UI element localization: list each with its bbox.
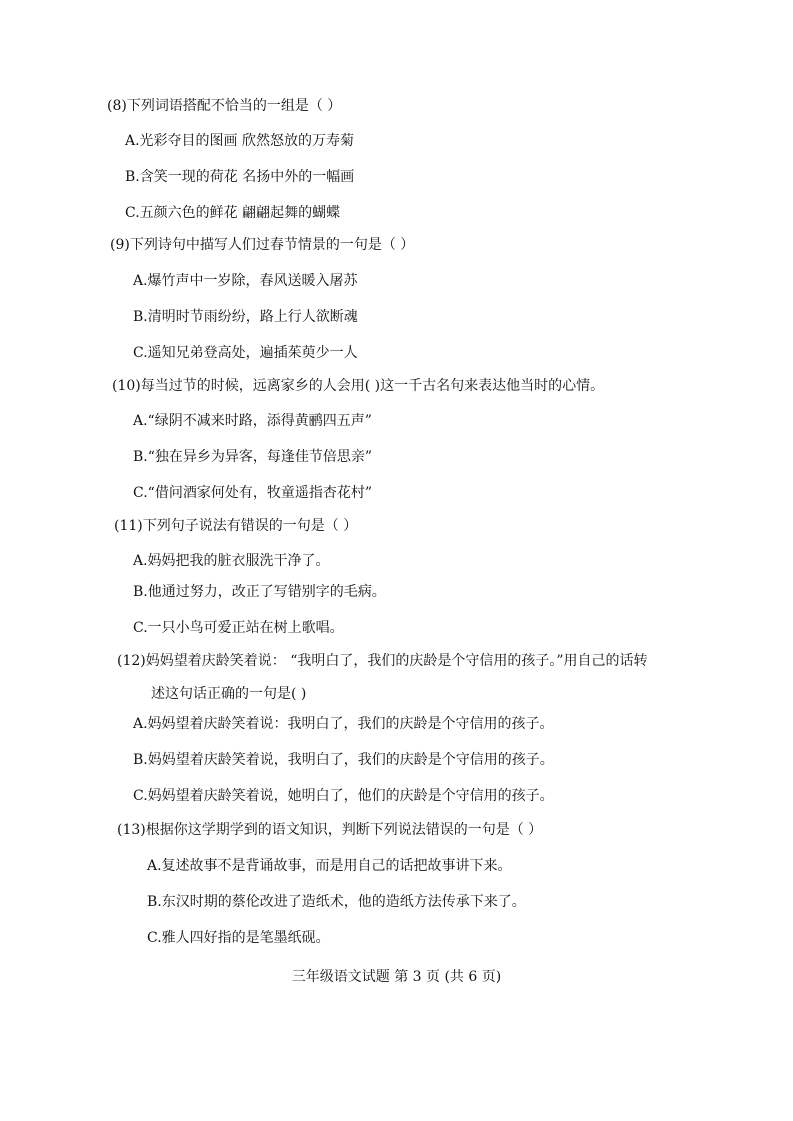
question-13-option-a: A.复述故事不是背诵故事，而是用自己的话把故事讲下来。 — [147, 858, 512, 874]
question-8-stem: (8)下列词语搭配不恰当的一组是（ ） — [107, 98, 342, 114]
question-13-stem: (13)根据你这学期学到的语文知识，判断下列说法错误的一句是（ ） — [117, 822, 543, 838]
question-10-option-c: C.“借问酒家何处有，牧童遥指杏花村” — [133, 485, 372, 501]
question-12-option-c: C.妈妈望着庆龄笑着说，她明白了，他们的庆龄是个守信用的孩子。 — [133, 788, 554, 804]
question-10-stem: (10)每当过节的时候，远离家乡的人会用( )这一千古名句来表达他当时的心情。 — [112, 378, 605, 394]
question-10-option-b: B.“独在异乡为异客，每逢佳节倍思亲” — [133, 449, 373, 465]
page-footer: 三年级语文试题 第 3 页 (共 6 页) — [291, 969, 502, 985]
question-9-stem: (9)下列诗句中描写人们过春节情景的一句是（ ） — [110, 237, 415, 253]
question-13-option-c: C.雅人四好指的是笔墨纸砚。 — [147, 930, 330, 946]
question-12-option-a: A.妈妈望着庆龄笑着说：我明白了，我们的庆龄是个守信用的孩子。 — [133, 716, 554, 732]
question-12-stem: (12)妈妈望着庆龄笑着说： “我明白了，我们的庆龄是个守信用的孩子。”用自己的话转 — [117, 653, 648, 669]
question-11-option-c: C.一只小鸟可爱正站在树上歌唱。 — [133, 620, 344, 636]
question-9-option-c: C.遥知兄弟登高处，遍插茱萸少一人 — [133, 345, 358, 361]
question-8-option-a: A.光彩夺目的图画 欣然怒放的万寿菊 — [125, 133, 355, 149]
question-12-option-b: B.妈妈望着庆龄笑着说，我明白了，我们的庆龄是个守信用的孩子。 — [133, 752, 554, 768]
question-9-option-b: B.清明时节雨纷纷，路上行人欲断魂 — [133, 309, 358, 325]
question-9-option-a: A.爆竹声中一岁除，春风送暖入屠苏 — [133, 273, 358, 289]
question-8-option-b: B.含笑一现的荷花 名扬中外的一幅画 — [125, 169, 355, 185]
question-12-stem-continued: 述这句话正确的一句是( ) — [151, 686, 307, 702]
question-11-option-a: A.妈妈把我的脏衣服洗干净了。 — [133, 553, 330, 569]
question-13-option-b: B.东汉时期的蔡伦改进了造纸术，他的造纸方法传承下来了。 — [147, 894, 526, 910]
question-11-stem: (11)下列句子说法有错误的一句是（ ） — [114, 518, 358, 534]
question-8-option-c: C.五颜六色的鲜花 翩翩起舞的蝴蝶 — [125, 205, 341, 221]
question-11-option-b: B.他通过努力，改正了写错别字的毛病。 — [133, 584, 386, 600]
question-10-option-a: A.“绿阴不减来时路，添得黄鹂四五声” — [133, 413, 372, 429]
